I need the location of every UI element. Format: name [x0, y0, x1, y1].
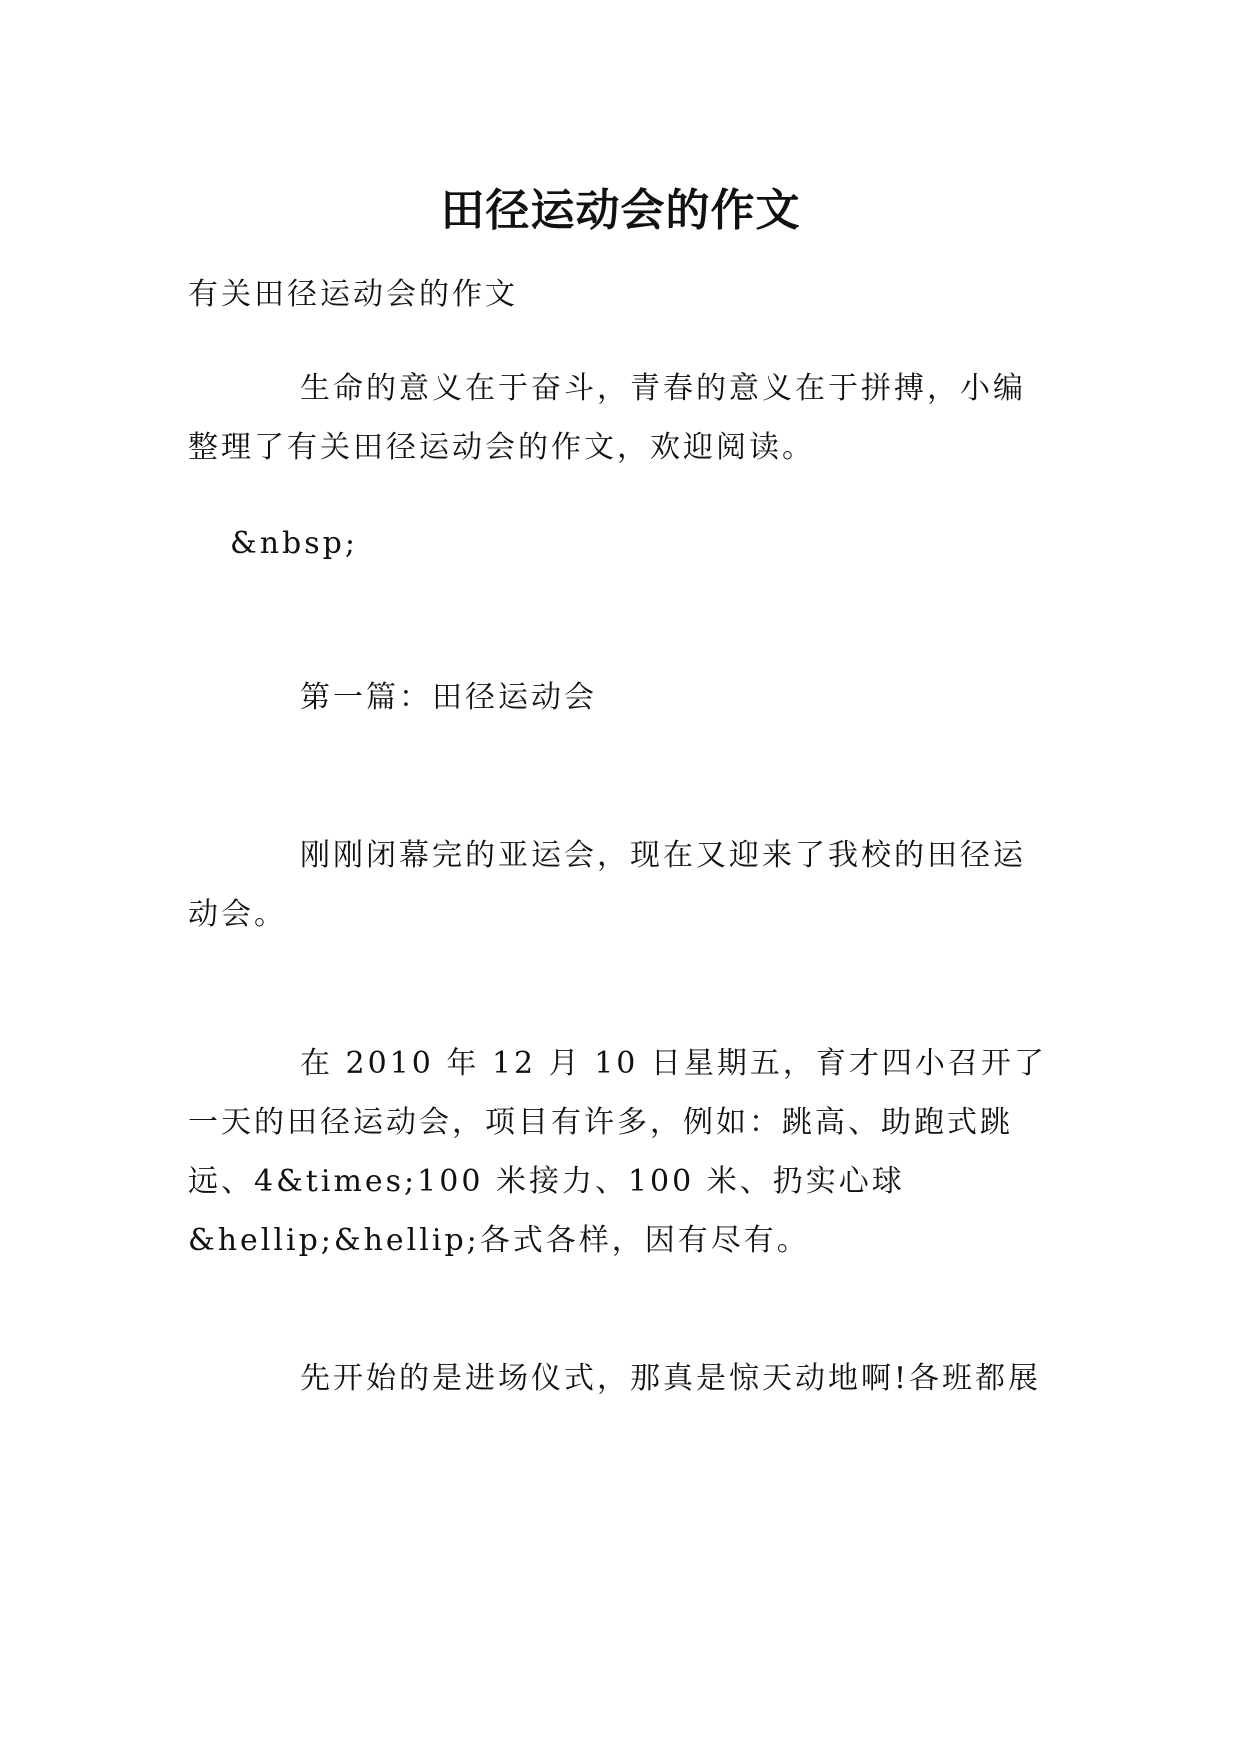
- paragraph-nbsp: &nbsp;: [230, 526, 358, 561]
- paragraph-sports-day: 在 2010 年 12 月 10 日星期五，育才四小召开了一天的田径运动会，项目有许多，例如：跳高、助跑式跳远、4&times;100 米接力、100 米、扔实心球&hellip;&hellip;各式各样，因有尽有。: [188, 1046, 1047, 1258]
- paragraph-section-heading: 第一篇：田径运动会: [300, 680, 597, 715]
- paragraph-intro: 生命的意义在于奋斗，青春的意义在于拼搏，小编整理了有关田径运动会的作文，欢迎阅读。: [188, 371, 1026, 465]
- paragraph-asian-games: 刚刚闭幕完的亚运会，现在又迎来了我校的田径运动会。: [188, 838, 1026, 932]
- paragraph-opening-ceremony: 先开始的是进场仪式，那真是惊天动地啊!各班都展: [300, 1361, 1042, 1396]
- document-title: 田径运动会的作文: [440, 185, 801, 237]
- paragraph-subtitle: 有关田径运动会的作文: [188, 277, 518, 312]
